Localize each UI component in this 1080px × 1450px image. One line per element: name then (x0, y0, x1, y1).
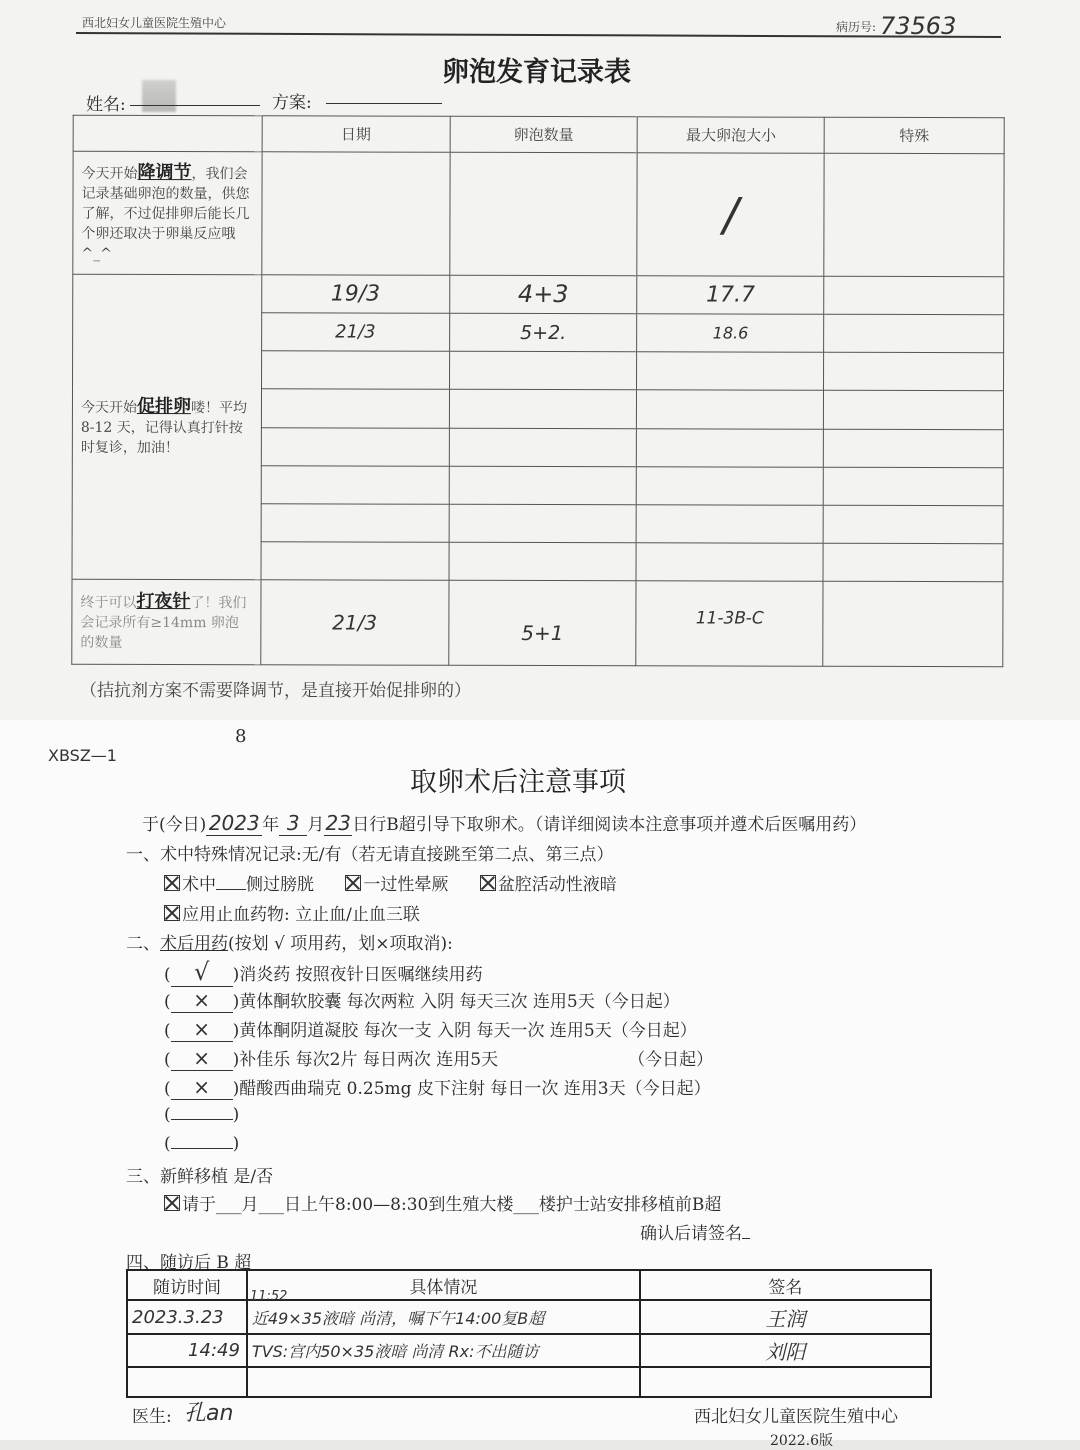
empty-cell (823, 467, 1003, 506)
trigger-size: 11-3B-C (636, 581, 823, 666)
trigger-date: 21/3 (261, 580, 449, 665)
empty-cell (449, 543, 637, 582)
followup-sign-2: 刘阳 (640, 1334, 931, 1367)
empty-cell (637, 467, 824, 506)
checkbox-syncope[interactable] (345, 875, 361, 891)
followup-time-1: 2023.3.23 (127, 1300, 247, 1334)
empty-cell (637, 352, 824, 391)
surgery-day: 23 (325, 811, 351, 835)
empty-cell (247, 1367, 640, 1397)
med-item-1: ( √ )消炎药 按照夜针日医嘱继续用药 (164, 958, 483, 986)
surgery-month: 3 (279, 811, 307, 836)
empty-cell (636, 543, 823, 582)
empty-cell (127, 1367, 247, 1397)
form-code: XBSZ—1 (48, 746, 117, 765)
checkbox-hemostatic[interactable] (164, 905, 180, 921)
stim-special-2 (824, 314, 1004, 353)
empty-cell (640, 1367, 931, 1397)
followup-detail-2: TVS:宫内50×35液暗 尚清 Rx:不出随访 (247, 1334, 640, 1367)
empty-cell (449, 504, 637, 543)
form2-title: 取卵术后注意事项 (410, 767, 626, 798)
surgery-year: 2023 (206, 811, 262, 836)
stim-date-1: 19/3 (262, 275, 450, 314)
col-followup-sign: 签名 (640, 1270, 931, 1300)
stim-date-2: 21/3 (261, 313, 449, 352)
downreg-date (262, 152, 450, 275)
doctor-label: 医生: (132, 1407, 172, 1427)
footer-org: 西北妇女儿童医院生殖中心 (694, 1407, 898, 1427)
doctor-signature: 孔an (184, 1401, 234, 1426)
empty-cell (824, 352, 1004, 391)
name-underline (130, 105, 260, 106)
followup-table (126, 1269, 932, 1398)
checkbox-transfer[interactable] (164, 1195, 180, 1211)
empty-cell (823, 505, 1003, 544)
trigger-count: 5+1 (448, 581, 636, 666)
footer-version: 2022.6版 (770, 1433, 833, 1449)
corner-cell (73, 115, 262, 152)
transfer-line: 请于___月___日上午8:00—8:30到生殖大楼___楼护士站安排移植前B超 (164, 1190, 721, 1215)
intro-line: 于(今日) 2023 年 3 月23日行B超引导下取卵术。（请详细阅读本注意事项并遵术后医嘱用药） (142, 811, 867, 835)
record-no-label: 病历号: (836, 20, 877, 34)
empty-cell (637, 428, 824, 467)
name-redaction (142, 80, 176, 112)
form1-footnote: （拮抗剂方案不需要降调节，是直接开始促排卵的） (80, 681, 471, 701)
confirm-sign-label: 确认后请签名 (640, 1219, 750, 1244)
checkbox-pelvic-fluid[interactable] (480, 875, 496, 891)
record-no-value: 73563 (880, 12, 957, 40)
empty-cell (261, 466, 449, 505)
followup-detail-1-time: 11:52 (249, 1289, 288, 1304)
section-3-title: 三、新鲜移植 是/否 (126, 1167, 274, 1187)
checkbox-bladder[interactable] (164, 875, 180, 891)
hospital-header: 西北妇女儿童医院生殖中心 (82, 16, 227, 30)
col-header-max-size: 最大卵泡大小 (638, 117, 825, 154)
med-item-4: ( × )补佳乐 每次2片 每日两次 连用5天 （今日起） (164, 1046, 714, 1070)
empty-cell (449, 352, 637, 391)
section-2-title: 二、术后用药(按划 √ 项用药，划×项取消): (126, 934, 453, 954)
col-followup-time: 随访时间 (127, 1270, 247, 1300)
follicle-record-sheet (0, 0, 1080, 720)
stim-special-1 (824, 276, 1004, 315)
section-1-options-row1: 术中 侧过膀胱 一过性晕厥 盆腔活动性液暗 (164, 870, 617, 895)
empty-cell (261, 427, 449, 466)
empty-cell (261, 542, 449, 581)
downreg-size: / (637, 153, 824, 276)
stim-count-1: 4+3 (449, 275, 637, 314)
col-followup-detail: 具体情况 (247, 1270, 640, 1300)
empty-cell (637, 505, 824, 544)
empty-cell (824, 429, 1004, 468)
followup-time-2: 14:49 (127, 1334, 247, 1367)
med-item-3: ( × )黄体酮阴道凝胶 每次一支 入阴 每天一次 连用5天（今日起） (164, 1017, 697, 1041)
section-1-options-row2: 应用止血药物: 立止血/止血三联 (164, 900, 420, 925)
empty-cell (261, 504, 449, 543)
med-item-blank-2: ( ) (164, 1134, 240, 1154)
name-label: 姓名: (86, 95, 126, 115)
med-item-blank-1: ( ) (164, 1105, 240, 1125)
downreg-note: 今天开始降调节，我们会记录基础卵泡的数量，供您了解，不过促排卵后能长几个卵还取决于卵巢反应哦^_^ (73, 151, 262, 274)
empty-cell (637, 390, 824, 429)
plan-label: 方案: (272, 93, 312, 113)
med-item-5: ( × )醋酸西曲瑞克 0.25mg 皮下注射 每日一次 连用3天（今日起） (164, 1075, 711, 1099)
followup-sign-1: 王润 (640, 1300, 931, 1334)
trigger-note: 终于可以打夜针了！我们会记录所有≥14mm 卵泡的数量 (72, 580, 261, 665)
col-header-count: 卵泡数量 (450, 116, 638, 153)
empty-cell (823, 544, 1003, 583)
stim-size-2: 18.6 (637, 314, 824, 353)
stim-size-1: 17.7 (637, 276, 824, 315)
empty-cell (261, 351, 449, 390)
downreg-special (824, 153, 1004, 276)
stim-note: 今天开始促排卵喽！平均8-12 天，记得认真打针按时复诊，加油！ (72, 274, 262, 580)
empty-cell (449, 390, 637, 429)
empty-cell (261, 389, 449, 428)
followup-detail-1: 11:52 近49×35液暗 尚清，嘱下午14:00复B超 (247, 1300, 640, 1334)
section-1-title: 一、术中特殊情况记录:无/有（若无请直接跳至第二点、第三点） (126, 845, 614, 865)
plan-underline (326, 103, 442, 104)
col-header-special: 特殊 (824, 117, 1004, 154)
empty-cell (449, 466, 637, 505)
trigger-special (823, 582, 1003, 667)
med-item-2: ( × )黄体酮软胶囊 每次两粒 入阴 每天三次 连用5天（今日起） (164, 988, 680, 1012)
stim-count-2: 5+2. (449, 313, 637, 352)
empty-cell (449, 428, 637, 467)
empty-cell (824, 391, 1004, 430)
section-4-title: 四、随访后 B 超 (126, 1253, 252, 1273)
follicle-table (71, 115, 1004, 667)
form1-title: 卵泡发育记录表 (442, 57, 631, 88)
page-mark: 8 (235, 726, 247, 747)
col-header-date: 日期 (262, 116, 450, 153)
downreg-count (449, 152, 637, 275)
